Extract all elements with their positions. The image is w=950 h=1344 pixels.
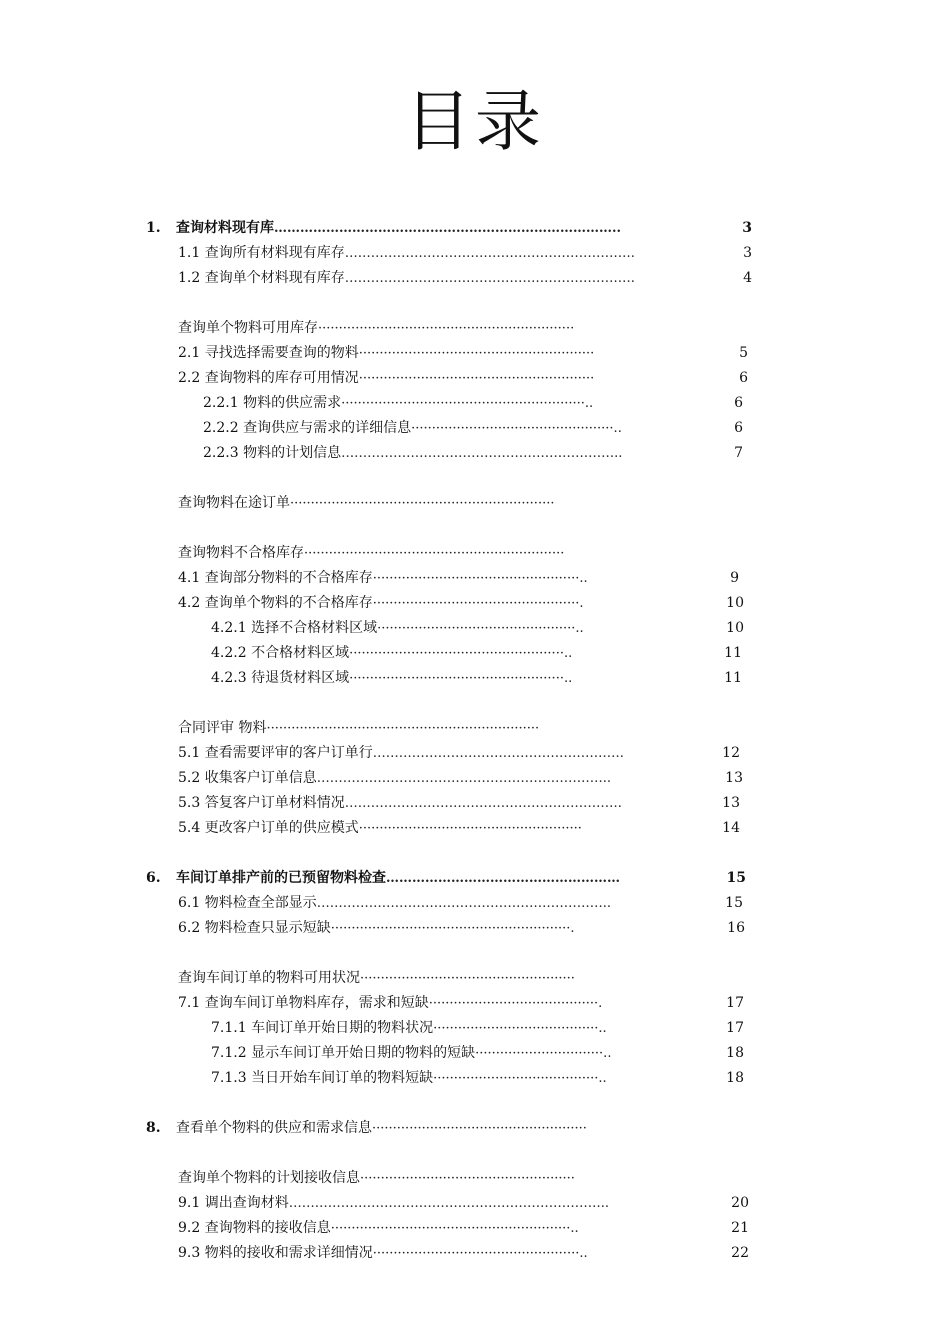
toc-entry-page: 22 bbox=[731, 1245, 749, 1261]
toc-entry-leader: ···················································· bbox=[360, 971, 575, 986]
toc-entry-label: 合同评审 物料 bbox=[178, 720, 267, 736]
toc-entry[interactable] bbox=[203, 391, 743, 415]
toc-entry[interactable] bbox=[178, 891, 743, 915]
toc-entry[interactable] bbox=[178, 1166, 716, 1190]
toc-entry-page: 3 bbox=[743, 245, 752, 261]
toc-entry-label: 7.1.3 当日开始车间订单的物料短缺 bbox=[211, 1070, 434, 1086]
toc-entry-page: 6 bbox=[734, 395, 743, 411]
toc-entry-page: 18 bbox=[726, 1070, 744, 1086]
toc-entry-leader: ···················································· bbox=[372, 1121, 587, 1136]
toc-entry[interactable] bbox=[178, 566, 739, 590]
toc-entry-label: 1.1 查询所有材料现有库存 bbox=[178, 245, 345, 261]
toc-entry-page: 11 bbox=[724, 645, 742, 661]
toc-entry-page: 15 bbox=[726, 870, 746, 886]
toc-entry[interactable] bbox=[178, 341, 748, 365]
toc-entry-number: 8. bbox=[146, 1120, 161, 1136]
toc-entry-label: 查询物料不合格库存 bbox=[178, 545, 304, 561]
toc-entry-page: 12 bbox=[722, 745, 740, 761]
toc-entry-label: 查询物料在途订单 bbox=[178, 495, 290, 511]
toc-entry[interactable] bbox=[178, 266, 752, 290]
toc-entry-page: 4 bbox=[743, 270, 752, 286]
toc-entry-leader: ······················································ bbox=[358, 821, 582, 836]
toc-entry-label: 2.1 寻找选择需要查询的物料 bbox=[178, 345, 359, 361]
toc-entry-leader: ···························································.. bbox=[341, 396, 594, 411]
toc-entry-leader: …………………………………………………. bbox=[372, 746, 624, 761]
toc-entry-leader: ····················································.. bbox=[349, 671, 573, 686]
toc-entry-number: 1. bbox=[146, 220, 161, 236]
toc-entry-leader: ························································· bbox=[358, 346, 595, 361]
toc-entry-label: 9.3 物料的接收和需求详细情况 bbox=[178, 1245, 373, 1261]
toc-entry-page: 13 bbox=[725, 770, 743, 786]
toc-entry-page: 7 bbox=[734, 445, 743, 461]
toc-entry-page: 17 bbox=[726, 1020, 744, 1036]
toc-entry-page: 11 bbox=[724, 670, 742, 686]
toc-entry[interactable] bbox=[211, 616, 744, 640]
toc-entry-leader: ··························································. bbox=[330, 921, 575, 936]
toc-entry[interactable] bbox=[178, 991, 744, 1015]
toc-entry[interactable] bbox=[146, 216, 752, 240]
toc-entry-leader: ………………………………………………………….. bbox=[316, 771, 611, 786]
toc-entry-leader: ····················································.. bbox=[349, 646, 573, 661]
toc-entry[interactable] bbox=[178, 741, 740, 765]
toc-entry[interactable] bbox=[178, 766, 743, 790]
toc-entry-label: 4.2.1 选择不合格材料区域 bbox=[211, 620, 378, 636]
toc-entry-label: 6.2 物料检查只显示短缺 bbox=[178, 920, 331, 936]
toc-entry[interactable] bbox=[211, 1016, 744, 1040]
toc-entry-label: 4.1 查询部分物料的不合格库存 bbox=[178, 570, 373, 586]
toc-entry-leader: ···················································· bbox=[360, 1171, 575, 1186]
toc-entry-page: 6 bbox=[734, 420, 743, 436]
toc-entry[interactable] bbox=[178, 791, 740, 815]
toc-entry-label: 9.2 查询物料的接收信息 bbox=[178, 1220, 331, 1236]
toc-entry-leader: ·········································. bbox=[428, 996, 603, 1011]
toc-entry-leader: ·················································.. bbox=[411, 421, 622, 436]
toc-entry[interactable] bbox=[203, 441, 743, 465]
toc-entry[interactable] bbox=[211, 641, 742, 665]
toc-entry-leader: ··························································.. bbox=[330, 1221, 579, 1236]
toc-entry-page: 5 bbox=[739, 345, 748, 361]
toc-entry-page: 14 bbox=[722, 820, 740, 836]
toc-entry-label: 4.2.2 不合格材料区域 bbox=[211, 645, 350, 661]
toc-entry-leader: ················································.. bbox=[377, 621, 584, 636]
toc-entry-label: 7.1.2 显示车间订单开始日期的物料的短缺 bbox=[211, 1045, 476, 1061]
toc-entry-label: 1.2 查询单个材料现有库存 bbox=[178, 270, 345, 286]
toc-entry-label: 2.2.3 物料的计划信息 bbox=[203, 445, 342, 461]
toc-entry-number: 6. bbox=[146, 870, 161, 886]
toc-title: 目录 bbox=[405, 83, 545, 160]
toc-entry-leader: ··················································. bbox=[372, 596, 584, 611]
toc-entry-page: 10 bbox=[726, 620, 744, 636]
toc-entry-leader: ·······························.. bbox=[475, 1046, 612, 1061]
toc-entry-label: 5.2 收集客户订单信息 bbox=[178, 770, 317, 786]
toc-entry-leader: ··················································.. bbox=[372, 1246, 588, 1261]
toc-entry-label: 5.4 更改客户订单的供应模式 bbox=[178, 820, 359, 836]
toc-entry-page: 15 bbox=[725, 895, 743, 911]
toc-entry-leader: ······························································· bbox=[304, 546, 565, 561]
toc-entry-page: 20 bbox=[731, 1195, 749, 1211]
toc-entry[interactable] bbox=[178, 1241, 749, 1265]
toc-entry-label: 4.2.3 待退货材料区域 bbox=[211, 670, 350, 686]
toc-entry-label: 2.2.1 物料的供应需求 bbox=[203, 395, 342, 411]
toc-entry[interactable] bbox=[178, 966, 716, 990]
toc-entry-label: 2.2 查询物料的库存可用情况 bbox=[178, 370, 359, 386]
toc-entry[interactable] bbox=[178, 591, 744, 615]
toc-entry-page: 3 bbox=[742, 220, 752, 236]
toc-entry-leader: ……………………………………………………….. bbox=[341, 446, 623, 461]
toc-entry-label: 9.1 调出查询材料 bbox=[178, 1195, 289, 1211]
toc-entry-page: 18 bbox=[726, 1045, 744, 1061]
toc-entry-label: 5.1 查看需要评审的客户订单行 bbox=[178, 745, 373, 761]
toc-entry-leader: …………………………………………………………. bbox=[344, 271, 635, 286]
toc-entry[interactable] bbox=[178, 716, 725, 740]
toc-entry-page: 9 bbox=[730, 570, 739, 586]
toc-entry-leader: …………………………………………………………………….. bbox=[274, 221, 622, 236]
toc-entry-label: 5.3 答复客户订单材料情况 bbox=[178, 795, 345, 811]
toc-entry[interactable] bbox=[178, 816, 740, 840]
toc-entry-label: 查询材料现有库 bbox=[176, 220, 274, 236]
toc-entry-label: 查询单个物料的计划接收信息 bbox=[178, 1170, 360, 1186]
toc-entry-leader: ········································.. bbox=[433, 1071, 607, 1086]
toc-entry-page: 13 bbox=[722, 795, 740, 811]
toc-entry-page: 17 bbox=[726, 995, 744, 1011]
toc-entry-leader: ··················································.. bbox=[372, 571, 588, 586]
toc-entry-label: 2.2.2 查询供应与需求的详细信息 bbox=[203, 420, 412, 436]
toc-entry-label: 查询单个物料可用库存 bbox=[178, 320, 318, 336]
toc-entry[interactable] bbox=[211, 1066, 744, 1090]
toc-entry-label: 4.2 查询单个物料的不合格库存 bbox=[178, 595, 373, 611]
toc-entry-leader: ·································································· bbox=[266, 721, 540, 736]
toc-entry-label: 6.1 物料检查全部显示 bbox=[178, 895, 317, 911]
toc-entry[interactable] bbox=[211, 1041, 744, 1065]
toc-entry-leader: ································································ bbox=[290, 496, 555, 511]
toc-entry-leader: ········································.. bbox=[433, 1021, 607, 1036]
toc-entry[interactable] bbox=[178, 366, 748, 390]
toc-entry[interactable] bbox=[178, 916, 745, 940]
toc-entry-label: 车间订单排产前的已预留物料检查 bbox=[176, 870, 386, 886]
toc-entry[interactable] bbox=[178, 491, 734, 515]
toc-entry[interactable] bbox=[146, 866, 746, 890]
toc-entry-label: 查看单个物料的供应和需求信息 bbox=[176, 1120, 372, 1136]
toc-entry-leader: …………………………………………………………. bbox=[344, 246, 635, 261]
toc-entry-leader: ························································· bbox=[358, 371, 595, 386]
toc-entry-leader: ……………………………………………… bbox=[386, 871, 620, 886]
toc-entry-page: 6 bbox=[739, 370, 748, 386]
toc-entry-label: 7.1.1 车间订单开始日期的物料状况 bbox=[211, 1020, 434, 1036]
toc-entry-leader: ………………………………………………………….. bbox=[316, 896, 611, 911]
toc-entry-leader: ………………………………………………………. bbox=[344, 796, 622, 811]
toc-entry[interactable] bbox=[203, 416, 743, 440]
toc-entry-leader: ······························································ bbox=[318, 321, 575, 336]
toc-entry[interactable] bbox=[178, 541, 734, 565]
toc-entry-label: 7.1 查询车间订单物料库存，需求和短缺 bbox=[178, 995, 429, 1011]
toc-entry-page: 16 bbox=[727, 920, 745, 936]
toc-entry[interactable] bbox=[178, 1191, 749, 1215]
toc-entry[interactable] bbox=[146, 1116, 728, 1140]
toc-entry[interactable] bbox=[178, 316, 734, 340]
toc-entry-page: 21 bbox=[731, 1220, 749, 1236]
toc-entry-page: 10 bbox=[726, 595, 744, 611]
toc-entry-label: 查询车间订单的物料可用状况 bbox=[178, 970, 360, 986]
toc-entry[interactable] bbox=[178, 241, 752, 265]
toc-entry[interactable] bbox=[178, 1216, 749, 1240]
toc-entry[interactable] bbox=[211, 666, 742, 690]
toc-entry-leader: ……………………………………………………………….. bbox=[288, 1196, 609, 1211]
